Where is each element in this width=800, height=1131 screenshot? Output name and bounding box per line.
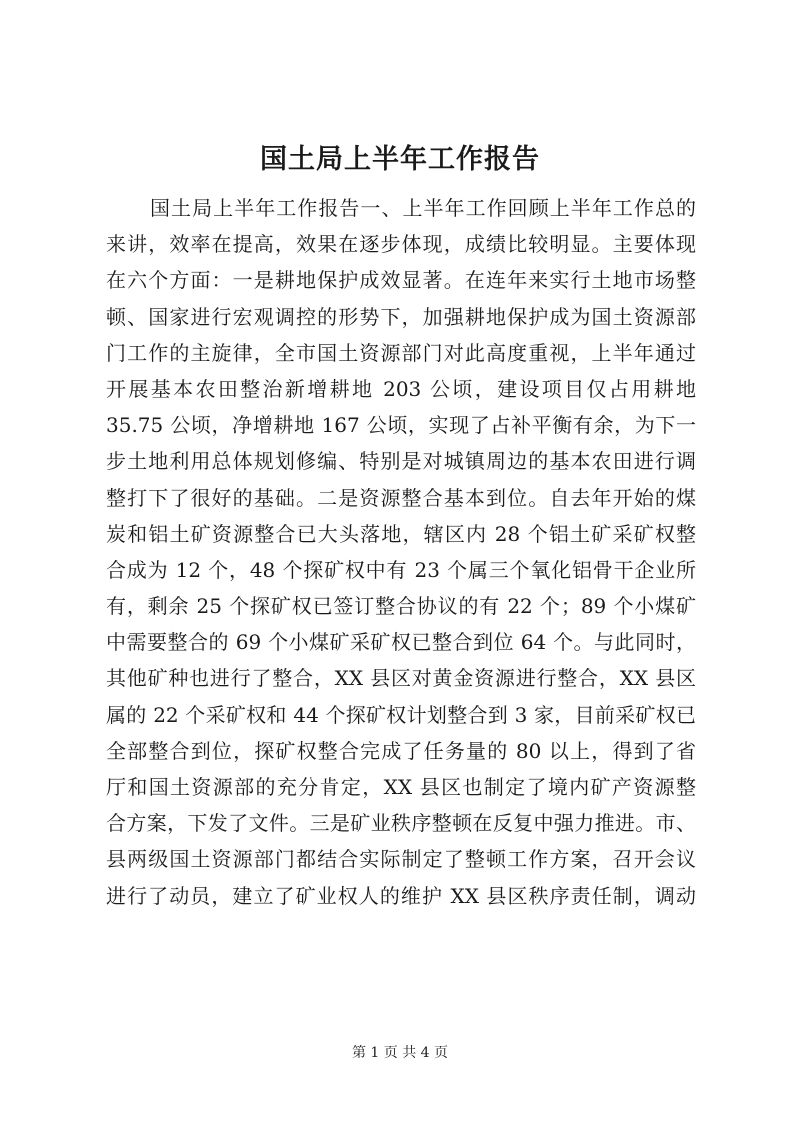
body-line: 合成为 12 个，48 个探矿权中有 23 个属三个氧化铝骨干企业所: [106, 557, 696, 582]
body-line: 来讲，效率在提高，效果在逐步体现，成绩比较明显。主要体现: [106, 232, 696, 257]
body-line: 35.75 公顷，净增耕地 167 公顷，实现了占补平衡有余，为下一: [106, 413, 696, 438]
document-body: [106, 190, 696, 914]
document-title: 国土局上半年工作报告: [260, 144, 540, 175]
body-line: 顿、国家进行宏观调控的形势下，加强耕地保护成为国土资源部: [106, 304, 696, 329]
body-line: 全部整合到位，探矿权整合完成了任务量的 80 以上，得到了省: [106, 738, 696, 763]
body-line: 炭和铝土矿资源整合已大头落地，辖区内 28 个铝土矿采矿权整: [106, 521, 696, 546]
body-line: 中需要整合的 69 个小煤矿采矿权已整合到位 64 个。与此同时，: [106, 630, 696, 655]
page-footer: 第 1 页 共 4 页: [351, 1045, 449, 1061]
body-line: 进行了动员，建立了矿业权人的维护 XX 县区秩序责任制，调动: [106, 883, 696, 908]
body-line: 合方案，下发了文件。三是矿业秩序整顿在反复中强力推进。市、: [106, 811, 696, 836]
body-line: 其他矿种也进行了整合，XX 县区对黄金资源进行整合，XX 县区: [106, 666, 696, 691]
body-line: 厅和国土资源部的充分肯定，XX 县区也制定了境内矿产资源整: [106, 775, 696, 799]
body-line: 县两级国土资源部门都结合实际制定了整顿工作方案，召开会议: [106, 847, 696, 872]
body-line: 开展基本农田整治新增耕地 203 公顷，建设项目仅占用耕地: [106, 376, 696, 401]
body-line: 有，剩余 25 个探矿权已签订整合协议的有 22 个；89 个小煤矿: [106, 594, 696, 619]
body-line: 整打下了很好的基础。二是资源整合基本到位。自去年开始的煤: [106, 485, 696, 510]
body-line: 在六个方面：一是耕地保护成效显著。在连年来实行土地市场整: [106, 268, 696, 293]
body-line: 国土局上半年工作报告一、上半年工作回顾上半年工作总的: [150, 196, 696, 220]
body-line: 属的 22 个采矿权和 44 个探矿权计划整合到 3 家，目前采矿权已: [106, 702, 696, 727]
body-line: 步土地利用总体规划修编、特别是对城镇周边的基本农田进行调: [106, 449, 696, 474]
body-line: 门工作的主旋律，全市国土资源部门对此高度重视，上半年通过: [106, 340, 696, 365]
